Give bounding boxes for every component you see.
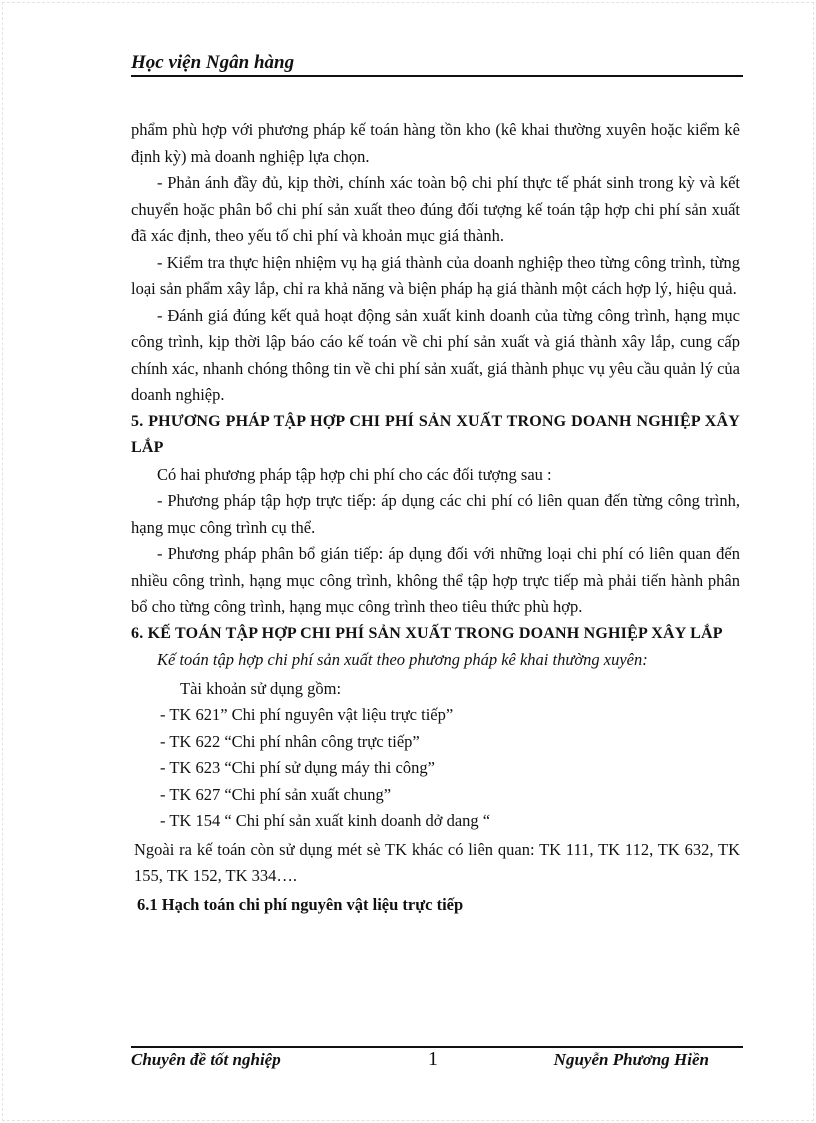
accounts-intro: Tài khoản sử dụng gồm:	[180, 678, 342, 698]
paragraph-1: phẩm phù hợp với phương pháp kế toán hàng tồn kho (kê khai thường xuyên hoặc kiểm kê định kỳ) mà doanh nghiệp lựa chọn.	[131, 120, 740, 166]
section-5-heading: 5. PHƯƠNG PHÁP TẬP HỢP CHI PHÍ SẢN XUẤT TRONG DOANH NGHIỆP XÂY LẮP	[131, 412, 740, 456]
footer-author: Nguyễn Phương Hiền	[553, 1050, 709, 1069]
paragraph-6: - Phương pháp tập hợp trực tiếp: áp dụng các chi phí có liên quan đến từng công trình, hạng mục công trình cụ thể.	[131, 491, 740, 537]
paragraph-4: - Đánh giá đúng kết quả hoạt động sản xuất kinh doanh của từng công trình, hạng mục công trình, kịp thời lập báo cáo kế toán về chi phí sản xuất và giá thành xây lắp, cung cấp chính xác, nhanh chóng thông tin về chi phí sản xuất, giá thành phục vụ yêu cầu quản lý của doanh nghiệp.	[131, 305, 740, 404]
section-6-1-heading: 6.1 Hạch toán chi phí nguyên vật liệu trực tiếp	[137, 894, 464, 914]
page-number: 1	[428, 1048, 438, 1070]
account-item-621: - TK 621” Chi phí nguyên vật liệu trực tiếp”	[160, 705, 454, 724]
footer-left-text: Chuyên đề tốt nghiệp	[131, 1050, 281, 1069]
account-item-623: - TK 623 “Chi phí sử dụng máy thi công”	[160, 758, 435, 777]
paragraph-2: - Phản ánh đầy đủ, kịp thời, chính xác toàn bộ chi phí thực tế phát sinh trong kỳ và kết chuyển hoặc phân bổ chi phí sản xuất theo đúng đối tượng kế toán tập hợp chi phí sản xuất đã xác định, theo yếu tố chi phí và khoản mục giá thành.	[131, 173, 740, 245]
paragraph-7: - Phương pháp phân bổ gián tiếp: áp dụng đối với những loại chi phí có liên quan đến nhiều công trình, hạng mục công trình, không thể tập hợp trực tiếp mà phải tiến hành phân bổ cho từng công trình, hạng mục công trình theo tiêu thức phù hợp.	[131, 544, 740, 616]
account-item-627: - TK 627 “Chi phí sản xuất chung”	[160, 784, 392, 804]
account-item-622: - TK 622 “Chi phí nhân công trực tiếp”	[160, 731, 420, 751]
paragraph-5: Có hai phương pháp tập hợp chi phí cho các đối tượng sau :	[157, 464, 552, 484]
header-title: Học viện Ngân hàng	[131, 52, 295, 73]
section-6-heading: 6. KẾ TOÁN TẬP HỢP CHI PHÍ SẢN XUẤT TRONG DOANH NGHIỆP XÂY LẮP	[131, 624, 723, 642]
italic-subtitle: Kế toán tập hợp chi phí sản xuất theo phương pháp kê khai thường xuyên:	[157, 650, 648, 669]
paragraph-3: - Kiểm tra thực hiện nhiệm vụ hạ giá thành của doanh nghiệp theo từng công trình, từng loại sản phẩm xây lắp, chỉ ra khả năng và biện pháp hạ giá thành một cách hợp lý, hiệu quả.	[131, 252, 740, 298]
page-footer	[131, 1046, 743, 1070]
document-body	[131, 117, 740, 918]
page-header	[131, 52, 743, 77]
paragraph-other-accounts: Ngoài ra kế toán còn sử dụng mét sè TK khác có liên quan: TK 111, TK 112, TK 632, TK 155, TK 152, TK 334….	[134, 839, 740, 885]
account-item-154: - TK 154 “ Chi phí sản xuất kinh doanh dở dang “	[160, 811, 491, 830]
